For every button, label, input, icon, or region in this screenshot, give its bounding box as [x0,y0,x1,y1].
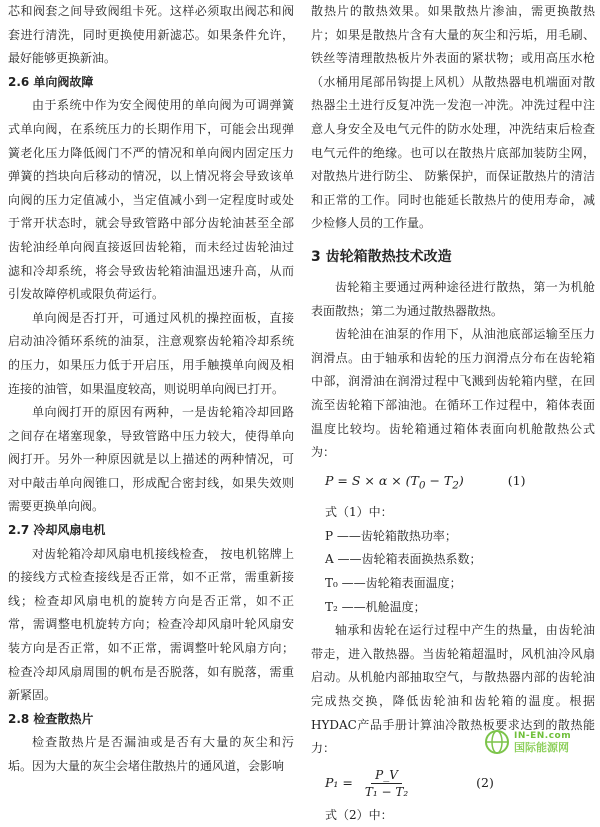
right-column [311,0,595,827]
formula-1-lhs: P = S × α × (T [325,472,419,488]
watermark-site-name: 国际能源网 [514,741,569,754]
formula-1-number: (1) [507,472,526,488]
definition-a: A ——齿轮箱表面换热系数； [325,552,482,567]
formula-1-rhs: ) [458,472,464,488]
paragraph-2-6-b: 单向阀是否打开，可通过风机的操控面板，直接启动油冷循环系统的油泵，注意观察齿轮箱冷却系统的压力，如果压力低于开启压，用手触摸单向阀及相连接的油管，如果温度较高，则说明单向阀已打开。 [8,310,294,396]
formula-2-numerator: P_V [371,767,402,784]
formula-1-sub0: 0 [418,479,426,492]
definition-p: P ——齿轮箱散热功率； [325,528,457,543]
formula-1-where: 式（1）中： [325,505,393,520]
paragraph-2-6-a: 由于系统中作为安全阀使用的单向阀为可调弹簧式单向阀，在系统压力的长期作用下，可能会出现弹簧老化压力降低阀门不严的情况和单向阀内固定压力弹簧的挡块向后移动的情况，以上情况将会导致该单向阀的压力定值减小，当定值减小到一定程度时或处于常开状态时，就会导致管路中部分齿轮油甚至全部齿轮油经单向阀直接返回齿轮箱，而未经过齿轮油过滤和冷却系统，将会导致齿轮箱油温迅速升高，从而引发故障停机或限负荷运行。 [8,98,294,302]
definition-t2: T₂ ——机舱温度； [325,599,426,614]
paragraph-2-6-c: 单向阀打开的原因有两种，一是齿轮箱冷却回路之间存在堵塞现象，导致管路中压力较大，使得单向阀打开。另外一种原因就是以上描述的两种情况，可对中敲击单向阀锥口，形成配合密封线，如果失效则需要更换单向阀。 [8,405,294,514]
paragraph-left-top: 芯和阀套之间导致阀组卡死。这样必须取出阀芯和阀套进行清洗，同时更换使用新滤芯。如果条件允许，最好能够更换新油。 [8,4,294,66]
section-heading-3: 3 齿轮箱散热技术改造 [311,248,452,265]
formula-2-lhs: P₁ = [325,774,353,790]
globe-logo-icon [484,729,510,755]
paragraph-3-c: 轴承和齿轮在运行过程中产生的热量，由齿轮油带走，进入散热器。当齿轮箱超温时，风机油冷风扇启动。从机舱内部抽取空气，与散热器内部的齿轮油完成热交换，降低齿轮油和齿轮箱的温度。根据HYDAC产品手册计算油冷散热板要求达到的散热能力： [311,623,595,756]
formula-2-where: 式（2）中： [325,807,393,822]
formula-2-denominator: T₁ − T₂ [364,784,409,799]
formula-2-number: (2) [476,774,494,790]
formula-2-fraction [361,767,412,800]
watermark-domain: IN-EN.com [514,731,572,741]
paragraph-2-7: 对齿轮箱冷却风扇电机接线检查， 按电机铭牌上的接线方式检查接线是否正常，如不正常，需重新接线；检查却风扇电机的旋转方向是否正常，如不正常，需调整电机旋转方向；检查冷却风扇叶轮风扇安装方向是否正常，如不正常，需调整叶轮风扇方向；检查冷却风扇周围的帆布是否脱落，如有脱落，需重新紧固。 [8,546,294,703]
paragraph-2-8: 检查散热片是否漏油或是否有大量的灰尘和污垢。因为大量的灰尘会堵住散热片的通风道，会影响 [8,735,294,773]
paragraph-right-top: 散热片的散热效果。如果散热片渗油，需更换散热片；如果是散热片含有大量的灰尘和污垢，用毛刷、铁丝等清理散热板片外表面的紧状物；或用高压水枪（水桶用尾部吊钩提上风机）从散热器电机端面对散热器尘土进行反复冲洗一发泡一冲洗。冲洗过程中注意人身安全及电气元件的防水处理，冲洗结束后检查电气元件的绝缘。也可以在散热片底部加装防尘网，对散热片进行防尘、 防紫保护，而保证散热片的清洁和正常的工作。同时也能延长散热片的使用寿命，减少检修人员的工作量。 [311,4,595,231]
section-heading-2-6: 2.6 单向阀故障 [8,74,94,89]
section-heading-2-7: 2.7 冷却风扇电机 [8,523,106,538]
formula-2 [311,767,595,800]
section-heading-2-8: 2.8 检查散热片 [8,711,94,726]
paragraph-3-b: 齿轮油在油泵的作用下，从油池底部运输至压力润滑点。由于轴承和齿轮的压力润滑点分布在齿轮箱中部，润滑油在润滑过程中飞溅到齿轮箱内壁，在回流至齿轮箱下部油池。在循环工作过程中，箱体表面温度比较均。齿轮箱通过箱体表面向机舱散热公式为： [311,327,595,460]
definition-t0: T₀ ——齿轮箱表面温度； [325,575,462,590]
formula-1-sub2: 2 [452,479,459,492]
left-column [8,0,294,779]
watermark [484,727,594,757]
formula-1 [311,469,595,498]
paragraph-3-a: 齿轮箱主要通过两种途径进行散热，第一为机舱表面散热；第二为通过散热器散热。 [311,279,595,318]
formula-1-mid: − T [425,472,453,488]
